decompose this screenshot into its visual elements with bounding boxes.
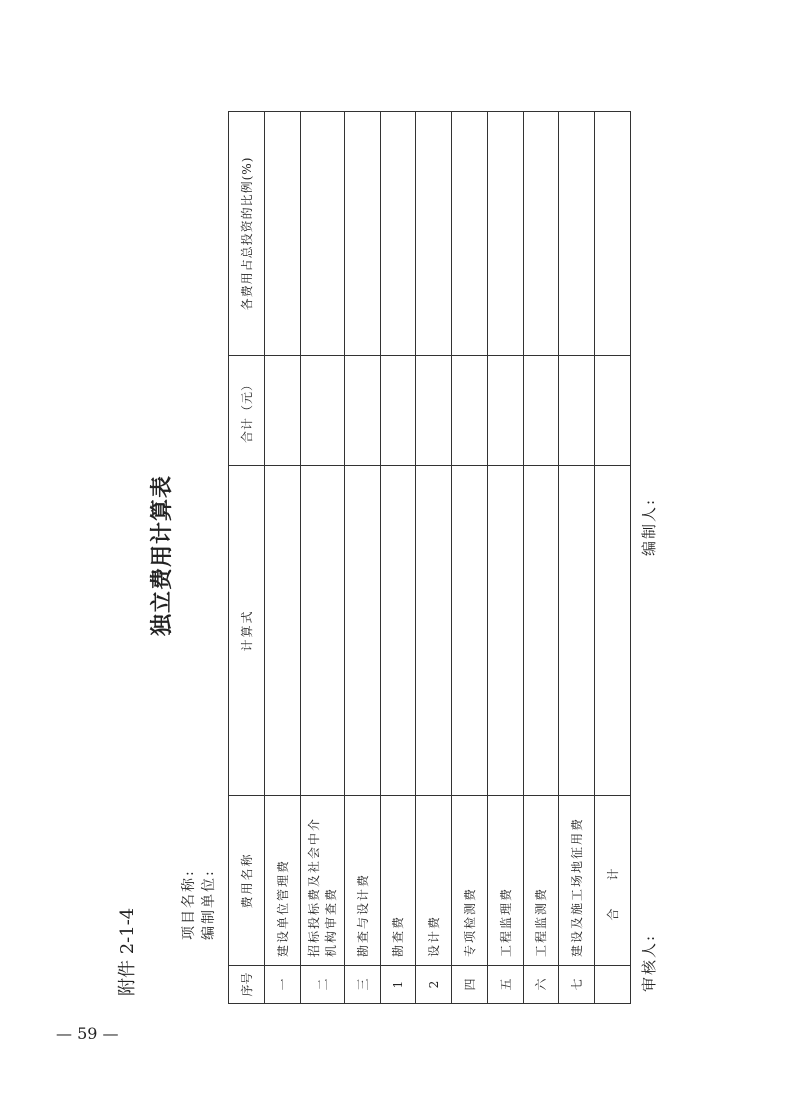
row-ratio-cell[interactable] <box>487 112 523 356</box>
row-no: 四 <box>452 966 488 1004</box>
col-header-total: 合计（元） <box>229 356 265 466</box>
row-name: 勘查费 <box>380 796 416 966</box>
row-no: 七 <box>559 966 595 1004</box>
row-ratio-cell[interactable] <box>452 112 488 356</box>
row-formula-cell[interactable] <box>265 466 301 796</box>
row-name: 建设及施工场地征用费 <box>559 796 595 966</box>
row-ratio-cell[interactable] <box>559 112 595 356</box>
table-row <box>344 112 380 1004</box>
row-name: 设计费 <box>416 796 452 966</box>
col-header-ratio: 各费用占总投资的比例(%) <box>229 112 265 356</box>
row-no: 2 <box>416 966 452 1004</box>
project-name-label: 项目名称: <box>181 869 197 940</box>
row-ratio-cell[interactable] <box>416 112 452 356</box>
table-row <box>452 112 488 1004</box>
row-ratio-cell[interactable] <box>523 112 559 356</box>
row-formula-cell[interactable] <box>559 466 595 796</box>
row-name: 招标投标费及社会中介机构审查费 <box>300 796 344 966</box>
reviewer-label: 审核人: <box>640 933 658 992</box>
row-total-cell[interactable] <box>487 356 523 466</box>
table-row <box>523 112 559 1004</box>
fee-table <box>228 111 631 1004</box>
row-no: 五 <box>487 966 523 1004</box>
col-header-no: 序号 <box>229 966 265 1004</box>
row-total-cell[interactable] <box>523 356 559 466</box>
table-row <box>380 112 416 1004</box>
table-row <box>300 112 344 1004</box>
row-total-cell[interactable] <box>344 356 380 466</box>
page-title: 独立费用计算表 <box>149 474 175 636</box>
row-total-cell[interactable] <box>265 356 301 466</box>
col-header-name: 费用名称 <box>229 796 265 966</box>
preparer-label: 编制人: <box>640 497 658 556</box>
preparing-unit-label: 编制单位: <box>201 869 217 940</box>
row-ratio-cell[interactable] <box>265 112 301 356</box>
row-name: 工程监理费 <box>487 796 523 966</box>
row-total-cell[interactable] <box>380 356 416 466</box>
table-row <box>559 112 595 1004</box>
total-ratio-cell[interactable] <box>595 112 631 356</box>
row-no: 六 <box>523 966 559 1004</box>
total-row-no-cell <box>595 966 631 1004</box>
table-row <box>416 112 452 1004</box>
total-row-label: 合计 <box>595 796 631 966</box>
total-amount-cell[interactable] <box>595 356 631 466</box>
row-ratio-cell[interactable] <box>300 112 344 356</box>
row-total-cell[interactable] <box>559 356 595 466</box>
row-formula-cell[interactable] <box>452 466 488 796</box>
col-header-formula: 计算式 <box>229 466 265 796</box>
row-formula-cell[interactable] <box>487 466 523 796</box>
row-formula-cell[interactable] <box>416 466 452 796</box>
row-total-cell[interactable] <box>416 356 452 466</box>
row-no: 二 <box>300 966 344 1004</box>
table-total-row <box>595 112 631 1004</box>
row-no: 1 <box>380 966 416 1004</box>
row-name: 勘查与设计费 <box>344 796 380 966</box>
row-name: 专项检测费 <box>452 796 488 966</box>
row-ratio-cell[interactable] <box>344 112 380 356</box>
row-formula-cell[interactable] <box>344 466 380 796</box>
row-no: 一 <box>265 966 301 1004</box>
row-name: 建设单位管理费 <box>265 796 301 966</box>
table-header-row <box>229 112 265 1004</box>
total-formula-cell[interactable] <box>595 466 631 796</box>
row-formula-cell[interactable] <box>523 466 559 796</box>
row-formula-cell[interactable] <box>380 466 416 796</box>
table-row <box>487 112 523 1004</box>
row-total-cell[interactable] <box>300 356 344 466</box>
row-ratio-cell[interactable] <box>380 112 416 356</box>
page-number: — 59 — <box>56 1024 119 1043</box>
row-total-cell[interactable] <box>452 356 488 466</box>
table-row <box>265 112 301 1004</box>
row-no: 三 <box>344 966 380 1004</box>
appendix-label: 附件 2-1-4 <box>117 907 138 996</box>
row-name: 工程监测费 <box>523 796 559 966</box>
row-formula-cell[interactable] <box>300 466 344 796</box>
